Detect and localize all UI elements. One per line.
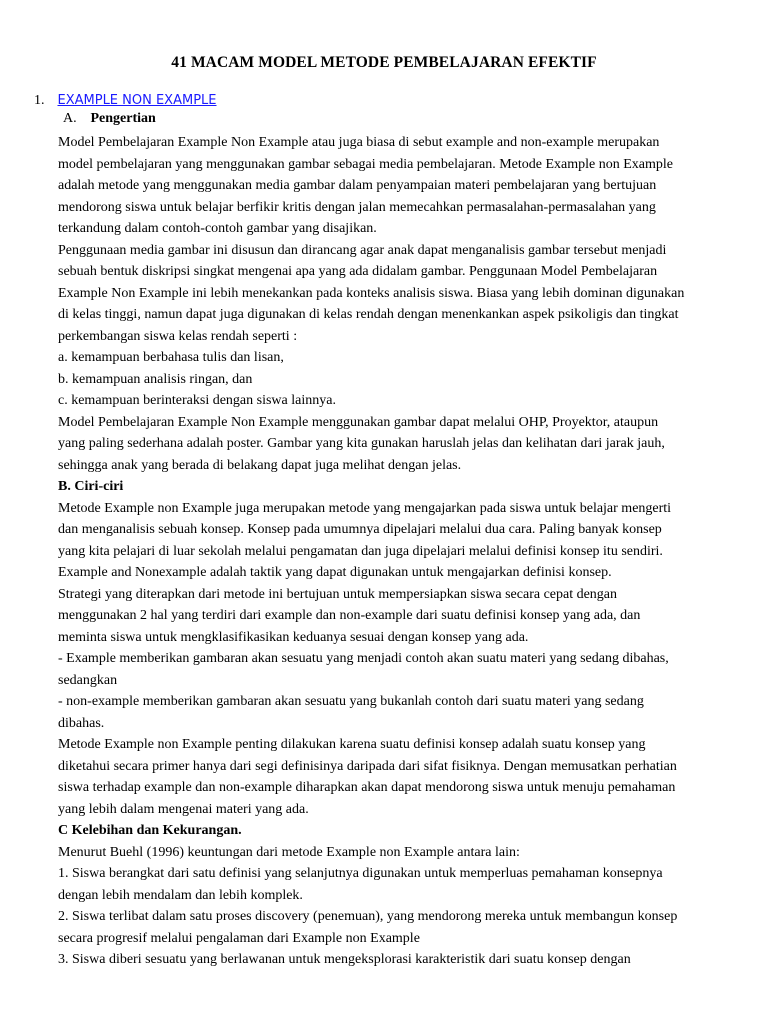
text-line: sebuah bentuk diskripsi singkat mengenai apa yang ada didalam gambar. Penggunaan Model Pembelajaran bbox=[58, 264, 658, 279]
list-number: 1. bbox=[34, 93, 45, 108]
text-line: 1. Siswa berangkat dari satu definisi yang selanjutnya digunakan untuk memperluas pemahaman konsepnya bbox=[58, 866, 663, 881]
text-line: secara progresif melalui pengalaman dari Example non Example bbox=[58, 930, 420, 946]
text-line: Penggunaan media gambar ini disusun dan dirancang agar anak dapat menganalisis gambar tersebut menjadi bbox=[58, 242, 667, 258]
text-line: menggunakan 2 hal yang terdiri dari example dan non-example dari suatu definisi konsep yang ada, dan bbox=[58, 608, 641, 623]
text-line: perkembangan siswa kelas rendah seperti : bbox=[58, 328, 298, 344]
text-line: - Example memberikan gambaran akan sesuatu yang menjadi contoh akan suatu materi yang sedang dibahas, bbox=[58, 651, 669, 666]
text-line: diketahui secara primer hanya dari segi definisinya daripada dari sifat fisiknya. Dengan memusatkan perhatian bbox=[58, 758, 677, 774]
text-line: siswa terhadap example dan non-example diharapkan akan dapat mendorong siswa untuk menuju pemahaman bbox=[58, 780, 676, 795]
text-line: 2. Siswa terlibat dalam satu proses discovery (penemuan), yang mendorong mereka untuk membangun konsep bbox=[58, 909, 678, 924]
text-line: yang lebih dalam mengenai materi yang ada. bbox=[58, 801, 309, 817]
text-line: Example and Nonexample adalah taktik yang dapat digunakan untuk mengajarkan definisi konsep. bbox=[58, 565, 612, 580]
text-line: Metode Example non Example penting dilakukan karena suatu definisi konsep adalah suatu konsep yang bbox=[58, 737, 646, 752]
text-line: Strategi yang diterapkan dari metode ini bertujuan untuk mempersiapkan siswa secara cepat dengan bbox=[58, 586, 618, 602]
text-line: Example Non Example ini lebih menekankan pada konteks analisis siswa. Biasa yang lebih dominan digunakan bbox=[58, 285, 685, 301]
text-line: Menurut Buehl (1996) keuntungan dari metode Example non Example antara lain: bbox=[58, 844, 520, 860]
list-item-1 bbox=[34, 93, 217, 109]
text-line: - non-example memberikan gambaran akan sesuatu yang bukanlah contoh dari suatu materi yang sedang bbox=[58, 694, 644, 709]
text-line: sehingga anak yang berada di belakang dapat juga melihat dengan jelas. bbox=[58, 457, 462, 473]
subsection-letter: A. bbox=[63, 111, 77, 126]
example-non-example-link[interactable]: EXAMPLE NON EXAMPLE bbox=[57, 93, 217, 108]
text-line: yang paling sederhana adalah poster. Gambar yang kita gunakan haruslah jelas dan kelihatan dari jarak jauh, bbox=[58, 436, 665, 451]
subsection-title: Pengertian bbox=[90, 111, 156, 126]
text-line: di kelas tinggi, namun dapat juga digunakan di kelas rendah dengan menenkankan aspek psikoligis dan tingkat bbox=[58, 307, 679, 322]
text-line: model pembelajaran yang menggunakan gambar sebagai media pembelajaran. Metode Example non Example bbox=[58, 156, 673, 172]
text-line: a. kemampuan berbahasa tulis dan lisan, bbox=[58, 350, 284, 365]
text-line: b. kemampuan analisis ringan, dan bbox=[58, 371, 253, 387]
section-c-heading: C Kelebihan dan Kekurangan. bbox=[58, 823, 242, 838]
text-line: dan menganalisis sebuah konsep. Konsep pada umumnya dipelajari melalui dua cara. Paling banyak konsep bbox=[58, 522, 662, 537]
text-line: terkandung dalam contoh-contoh gambar yang disajikan. bbox=[58, 221, 377, 236]
text-line: Model Pembelajaran Example Non Example menggunakan gambar dapat melalui OHP, Proyektor, ataupun bbox=[58, 414, 659, 430]
subsection-a-heading bbox=[63, 111, 156, 127]
text-line: yang kita pelajari di luar sekolah melalui pengamatan dan juga dipelajari melalui definisi konsep itu sendiri. bbox=[58, 543, 663, 559]
page-title: 41 MACAM MODEL METODE PEMBELAJARAN EFEKTIF bbox=[171, 54, 597, 71]
text-line: sedangkan bbox=[58, 672, 118, 688]
text-line: Metode Example non Example juga merupakan metode yang mengajarkan pada siswa untuk belajar mengerti bbox=[58, 500, 672, 516]
text-line: dibahas. bbox=[58, 715, 105, 731]
text-line: mendorong siswa untuk belajar berfikir kritis dengan jalan memecahkan permasalahan-permasalahan yang bbox=[58, 199, 656, 215]
text-line: 3. Siswa diberi sesuatu yang berlawanan untuk mengeksplorasi karakteristik dari suatu konsep dengan bbox=[58, 952, 631, 967]
text-line: Model Pembelajaran Example Non Example atau juga biasa di sebut example and non-example merupakan bbox=[58, 135, 660, 150]
document-body bbox=[58, 132, 738, 971]
text-line: adalah metode yang menggunakan media gambar dalam penyampaian materi pembelajaran yang bertujuan bbox=[58, 178, 657, 193]
text-line: dengan lebih mendalam dan lebih komplek. bbox=[58, 887, 303, 903]
text-line: meminta siswa untuk mengklasifikasikan keduanya sesuai dengan konsep yang ada. bbox=[58, 629, 529, 645]
section-b-heading: B. Ciri-ciri bbox=[58, 479, 124, 494]
text-line: c. kemampuan berinteraksi dengan siswa lainnya. bbox=[58, 393, 336, 408]
